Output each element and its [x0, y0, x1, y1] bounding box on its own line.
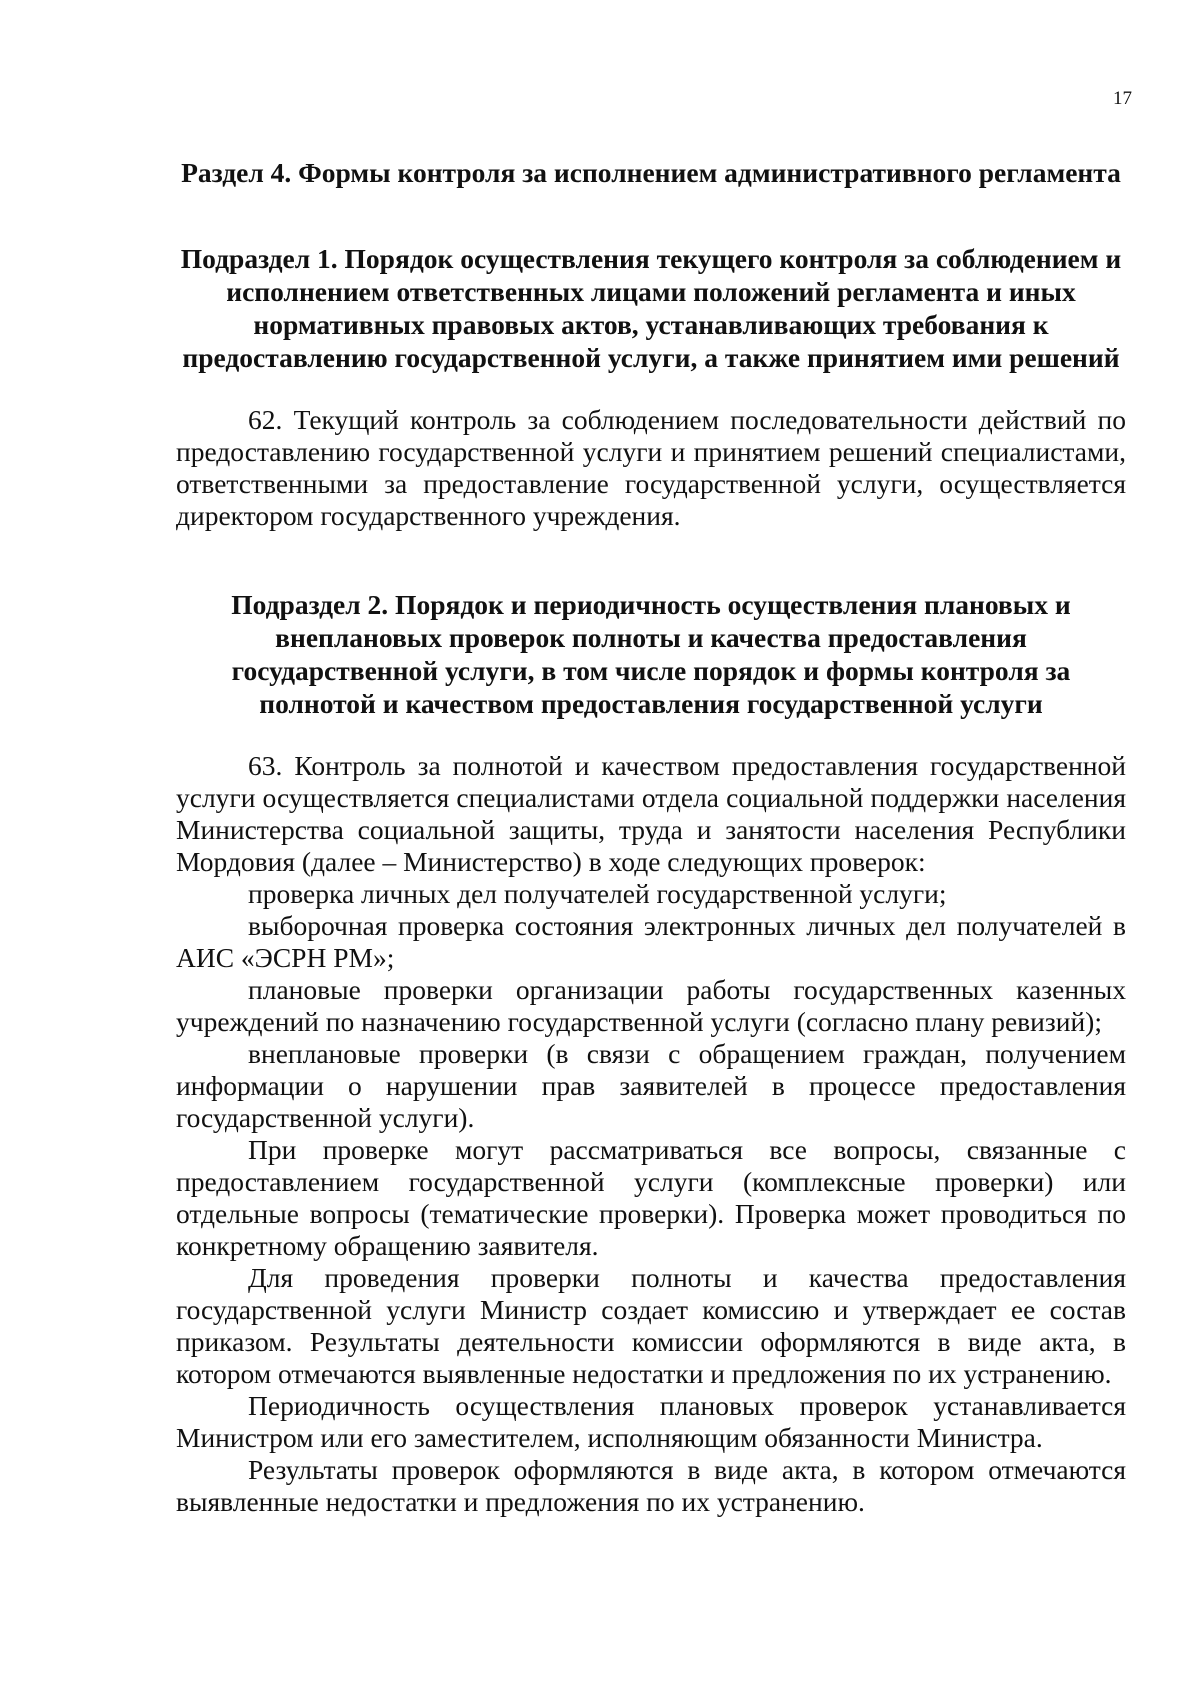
paragraph-62: 62. Текущий контроль за соблюдением последовательности действий по предоставлению государственной услуги и принятием решений специалистами, ответственными за предоставление государственной услуги, осуществляется директором государственного учреждения. — [176, 404, 1126, 531]
document-body — [176, 156, 1126, 1518]
subsection-2-title: Подраздел 2. Порядок и периодичность осуществления плановых и внеплановых проверок полноты и качества предоставления государственной услуги, в том числе порядок и формы контроля за полнотой и качеством предоставления государственной услуги — [231, 589, 1071, 719]
paragraph-63: 63. Контроль за полнотой и качеством предоставления государственной услуги осуществляется специалистами отдела социальной поддержки населения Министерства социальной защиты, труда и занятости населения Республики Мордовия (далее – Министерство) в ходе следующих проверок: — [176, 750, 1126, 877]
list-item-electronic-files-check: выборочная проверка состояния электронных личных дел получателей в АИС «ЭСРН РМ»; — [176, 910, 1126, 973]
list-item-personal-files-check: проверка личных дел получателей государственной услуги; — [248, 878, 947, 909]
section-title: Раздел 4. Формы контроля за исполнением административного регламента — [181, 157, 1121, 188]
paragraph-periodicity: Периодичность осуществления плановых проверок устанавливается Министром или его заместителем, исполняющим обязанности Министра. — [176, 1390, 1126, 1453]
subsection-1-title: Подраздел 1. Порядок осуществления текущего контроля за соблюдением и исполнением ответственных лицами положений регламента и иных нормативных правовых актов, устанавливающих требования к предоставлению государственной услуги, а также принятием ими решений — [180, 243, 1122, 373]
paragraph-commission: Для проведения проверки полноты и качества предоставления государственной услуги Министр создает комиссию и утверждает ее состав приказом. Результаты деятельности комиссии оформляются в виде акта, в котором отмечаются выявленные недостатки и предложения по их устранению. — [176, 1262, 1126, 1389]
list-item-planned-checks: плановые проверки организации работы государственных казенных учреждений по назначению государственной услуги (согласно плану ревизий); — [176, 974, 1126, 1037]
paragraph-check-scope: При проверке могут рассматриваться все вопросы, связанные с предоставлением государственной услуги (комплексные проверки) или отдельные вопросы (тематические проверки). Проверка может проводиться по конкретному обращению заявителя. — [176, 1134, 1126, 1261]
page-number: 17 — [1113, 88, 1132, 109]
list-item-unplanned-checks: внеплановые проверки (в связи с обращением граждан, получением информации о нарушении прав заявителей в процессе предоставления государственной услуги). — [176, 1038, 1126, 1133]
paragraph-results: Результаты проверок оформляются в виде акта, в котором отмечаются выявленные недостатки и предложения по их устранению. — [176, 1454, 1126, 1517]
